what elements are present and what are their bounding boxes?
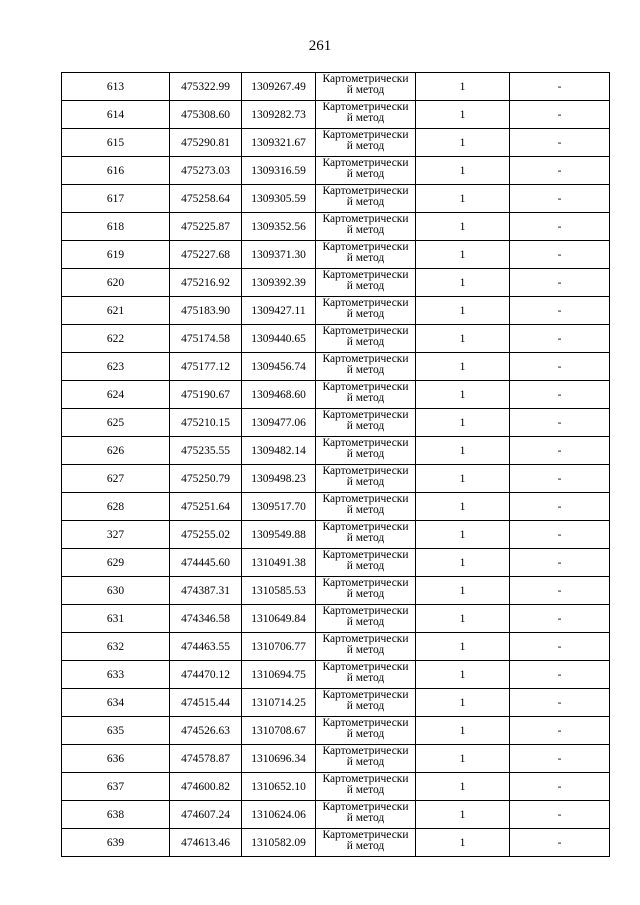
point-number-cell: 635 bbox=[62, 717, 170, 745]
method-text-line2: й метод bbox=[346, 840, 385, 852]
method-text-line1: Картометрически bbox=[322, 661, 409, 673]
accuracy-cell: 1 bbox=[416, 297, 510, 325]
point-number-cell: 622 bbox=[62, 325, 170, 353]
note-cell: - bbox=[510, 521, 610, 549]
method-text-line1: Картометрически bbox=[322, 437, 409, 449]
note-cell: - bbox=[510, 745, 610, 773]
y-coordinate-cell: 1309267.49 bbox=[242, 73, 316, 101]
accuracy-cell: 1 bbox=[416, 745, 510, 773]
table-row bbox=[62, 801, 610, 829]
x-coordinate-cell: 474387.31 bbox=[170, 577, 242, 605]
y-coordinate-cell: 1309440.65 bbox=[242, 325, 316, 353]
y-coordinate-cell: 1310649.84 bbox=[242, 605, 316, 633]
x-coordinate-cell: 474607.24 bbox=[170, 801, 242, 829]
note-cell: - bbox=[510, 801, 610, 829]
method-text-line2: й метод bbox=[346, 420, 385, 432]
note-cell: - bbox=[510, 605, 610, 633]
method-cell bbox=[316, 717, 416, 745]
table-body bbox=[62, 73, 610, 857]
x-coordinate-cell: 475177.12 bbox=[170, 353, 242, 381]
x-coordinate-cell: 475235.55 bbox=[170, 437, 242, 465]
method-cell bbox=[316, 801, 416, 829]
method-text-line2: й метод bbox=[346, 196, 385, 208]
note-cell: - bbox=[510, 241, 610, 269]
method-text-line2: й метод bbox=[346, 672, 385, 684]
y-coordinate-cell: 1309316.59 bbox=[242, 157, 316, 185]
point-number-cell: 613 bbox=[62, 73, 170, 101]
method-text-line1: Картометрически bbox=[322, 801, 409, 813]
y-coordinate-cell: 1310624.06 bbox=[242, 801, 316, 829]
x-coordinate-cell: 475322.99 bbox=[170, 73, 242, 101]
method-text-line1: Картометрически bbox=[322, 213, 409, 225]
accuracy-cell: 1 bbox=[416, 381, 510, 409]
method-text-line1: Картометрически bbox=[322, 745, 409, 757]
table-row bbox=[62, 437, 610, 465]
accuracy-cell: 1 bbox=[416, 101, 510, 129]
point-number-cell: 615 bbox=[62, 129, 170, 157]
method-text-line2: й метод bbox=[346, 224, 385, 236]
method-cell bbox=[316, 185, 416, 213]
note-cell: - bbox=[510, 297, 610, 325]
y-coordinate-cell: 1309456.74 bbox=[242, 353, 316, 381]
x-coordinate-cell: 474445.60 bbox=[170, 549, 242, 577]
point-number-cell: 629 bbox=[62, 549, 170, 577]
method-text-line2: й метод bbox=[346, 140, 385, 152]
method-text-line2: й метод bbox=[346, 504, 385, 516]
method-text-line1: Картометрически bbox=[322, 773, 409, 785]
coordinates-table bbox=[61, 72, 610, 857]
table-row bbox=[62, 549, 610, 577]
point-number-cell: 628 bbox=[62, 493, 170, 521]
method-text-line1: Картометрически bbox=[322, 129, 409, 141]
table-row bbox=[62, 773, 610, 801]
x-coordinate-cell: 475290.81 bbox=[170, 129, 242, 157]
method-cell bbox=[316, 101, 416, 129]
note-cell: - bbox=[510, 157, 610, 185]
note-cell: - bbox=[510, 717, 610, 745]
y-coordinate-cell: 1310582.09 bbox=[242, 829, 316, 857]
method-cell bbox=[316, 745, 416, 773]
note-cell: - bbox=[510, 549, 610, 577]
method-cell bbox=[316, 605, 416, 633]
table-row bbox=[62, 717, 610, 745]
method-text-line1: Картометрически bbox=[322, 73, 409, 85]
x-coordinate-cell: 475210.15 bbox=[170, 409, 242, 437]
point-number-cell: 627 bbox=[62, 465, 170, 493]
method-cell bbox=[316, 409, 416, 437]
accuracy-cell: 1 bbox=[416, 689, 510, 717]
point-number-cell: 636 bbox=[62, 745, 170, 773]
y-coordinate-cell: 1309321.67 bbox=[242, 129, 316, 157]
method-text-line1: Картометрически bbox=[322, 465, 409, 477]
method-text-line1: Картометрически bbox=[322, 577, 409, 589]
table-row bbox=[62, 521, 610, 549]
y-coordinate-cell: 1310696.34 bbox=[242, 745, 316, 773]
accuracy-cell: 1 bbox=[416, 409, 510, 437]
note-cell: - bbox=[510, 633, 610, 661]
accuracy-cell: 1 bbox=[416, 521, 510, 549]
note-cell: - bbox=[510, 73, 610, 101]
accuracy-cell: 1 bbox=[416, 829, 510, 857]
method-cell bbox=[316, 325, 416, 353]
x-coordinate-cell: 475250.79 bbox=[170, 465, 242, 493]
method-cell bbox=[316, 465, 416, 493]
method-cell bbox=[316, 549, 416, 577]
y-coordinate-cell: 1310652.10 bbox=[242, 773, 316, 801]
x-coordinate-cell: 474526.63 bbox=[170, 717, 242, 745]
accuracy-cell: 1 bbox=[416, 269, 510, 297]
x-coordinate-cell: 474600.82 bbox=[170, 773, 242, 801]
method-text-line1: Картометрически bbox=[322, 353, 409, 365]
point-number-cell: 638 bbox=[62, 801, 170, 829]
method-text-line2: й метод bbox=[346, 560, 385, 572]
method-cell bbox=[316, 73, 416, 101]
method-cell bbox=[316, 493, 416, 521]
method-text-line1: Картометрически bbox=[322, 101, 409, 113]
method-text-line2: й метод bbox=[346, 728, 385, 740]
method-text-line1: Картометрически bbox=[322, 157, 409, 169]
point-number-cell: 631 bbox=[62, 605, 170, 633]
point-number-cell: 616 bbox=[62, 157, 170, 185]
x-coordinate-cell: 475216.92 bbox=[170, 269, 242, 297]
x-coordinate-cell: 475183.90 bbox=[170, 297, 242, 325]
x-coordinate-cell: 475225.87 bbox=[170, 213, 242, 241]
x-coordinate-cell: 475227.68 bbox=[170, 241, 242, 269]
x-coordinate-cell: 474515.44 bbox=[170, 689, 242, 717]
method-text-line1: Картометрически bbox=[322, 521, 409, 533]
method-cell bbox=[316, 381, 416, 409]
note-cell: - bbox=[510, 493, 610, 521]
point-number-cell: 633 bbox=[62, 661, 170, 689]
table-row bbox=[62, 73, 610, 101]
table-row bbox=[62, 297, 610, 325]
note-cell: - bbox=[510, 689, 610, 717]
y-coordinate-cell: 1309477.06 bbox=[242, 409, 316, 437]
accuracy-cell: 1 bbox=[416, 185, 510, 213]
x-coordinate-cell: 474613.46 bbox=[170, 829, 242, 857]
table-row bbox=[62, 465, 610, 493]
method-cell bbox=[316, 129, 416, 157]
point-number-cell: 327 bbox=[62, 521, 170, 549]
point-number-cell: 625 bbox=[62, 409, 170, 437]
table-row bbox=[62, 157, 610, 185]
table-row bbox=[62, 269, 610, 297]
table-row bbox=[62, 633, 610, 661]
method-text-line2: й метод bbox=[346, 84, 385, 96]
point-number-cell: 632 bbox=[62, 633, 170, 661]
table-row bbox=[62, 101, 610, 129]
method-text-line1: Картометрически bbox=[322, 605, 409, 617]
method-cell bbox=[316, 577, 416, 605]
note-cell: - bbox=[510, 577, 610, 605]
table-row bbox=[62, 353, 610, 381]
table-row bbox=[62, 129, 610, 157]
method-text-line1: Картометрически bbox=[322, 829, 409, 841]
point-number-cell: 624 bbox=[62, 381, 170, 409]
point-number-cell: 630 bbox=[62, 577, 170, 605]
x-coordinate-cell: 474578.87 bbox=[170, 745, 242, 773]
accuracy-cell: 1 bbox=[416, 73, 510, 101]
method-cell bbox=[316, 633, 416, 661]
accuracy-cell: 1 bbox=[416, 549, 510, 577]
accuracy-cell: 1 bbox=[416, 465, 510, 493]
y-coordinate-cell: 1310708.67 bbox=[242, 717, 316, 745]
method-text-line1: Картометрически bbox=[322, 717, 409, 729]
x-coordinate-cell: 474470.12 bbox=[170, 661, 242, 689]
note-cell: - bbox=[510, 773, 610, 801]
point-number-cell: 617 bbox=[62, 185, 170, 213]
method-text-line2: й метод bbox=[346, 448, 385, 460]
accuracy-cell: 1 bbox=[416, 577, 510, 605]
method-cell bbox=[316, 437, 416, 465]
method-text-line2: й метод bbox=[346, 616, 385, 628]
note-cell: - bbox=[510, 269, 610, 297]
note-cell: - bbox=[510, 409, 610, 437]
accuracy-cell: 1 bbox=[416, 129, 510, 157]
method-text-line2: й метод bbox=[346, 280, 385, 292]
y-coordinate-cell: 1309352.56 bbox=[242, 213, 316, 241]
point-number-cell: 614 bbox=[62, 101, 170, 129]
method-text-line1: Картометрически bbox=[322, 409, 409, 421]
table-row bbox=[62, 185, 610, 213]
x-coordinate-cell: 475190.67 bbox=[170, 381, 242, 409]
y-coordinate-cell: 1309517.70 bbox=[242, 493, 316, 521]
point-number-cell: 623 bbox=[62, 353, 170, 381]
table-row bbox=[62, 409, 610, 437]
method-text-line1: Картометрически bbox=[322, 549, 409, 561]
method-text-line1: Картометрически bbox=[322, 241, 409, 253]
table-row bbox=[62, 745, 610, 773]
x-coordinate-cell: 475251.64 bbox=[170, 493, 242, 521]
method-text-line2: й метод bbox=[346, 812, 385, 824]
method-text-line2: й метод bbox=[346, 392, 385, 404]
method-cell bbox=[316, 689, 416, 717]
table-row bbox=[62, 325, 610, 353]
point-number-cell: 637 bbox=[62, 773, 170, 801]
point-number-cell: 634 bbox=[62, 689, 170, 717]
method-cell bbox=[316, 213, 416, 241]
method-cell bbox=[316, 157, 416, 185]
accuracy-cell: 1 bbox=[416, 213, 510, 241]
method-text-line1: Картометрически bbox=[322, 269, 409, 281]
note-cell: - bbox=[510, 101, 610, 129]
method-text-line2: й метод bbox=[346, 336, 385, 348]
method-text-line2: й метод bbox=[346, 784, 385, 796]
accuracy-cell: 1 bbox=[416, 633, 510, 661]
method-text-line2: й метод bbox=[346, 588, 385, 600]
method-text-line2: й метод bbox=[346, 112, 385, 124]
table-row bbox=[62, 689, 610, 717]
y-coordinate-cell: 1309392.39 bbox=[242, 269, 316, 297]
y-coordinate-cell: 1309498.23 bbox=[242, 465, 316, 493]
accuracy-cell: 1 bbox=[416, 241, 510, 269]
method-text-line1: Картометрически bbox=[322, 493, 409, 505]
accuracy-cell: 1 bbox=[416, 717, 510, 745]
method-text-line2: й метод bbox=[346, 756, 385, 768]
x-coordinate-cell: 475174.58 bbox=[170, 325, 242, 353]
method-text-line2: й метод bbox=[346, 700, 385, 712]
y-coordinate-cell: 1309427.11 bbox=[242, 297, 316, 325]
accuracy-cell: 1 bbox=[416, 661, 510, 689]
y-coordinate-cell: 1310585.53 bbox=[242, 577, 316, 605]
note-cell: - bbox=[510, 353, 610, 381]
method-text-line1: Картометрически bbox=[322, 325, 409, 337]
method-text-line2: й метод bbox=[346, 364, 385, 376]
accuracy-cell: 1 bbox=[416, 773, 510, 801]
table-row bbox=[62, 829, 610, 857]
accuracy-cell: 1 bbox=[416, 157, 510, 185]
method-cell bbox=[316, 297, 416, 325]
accuracy-cell: 1 bbox=[416, 801, 510, 829]
method-text-line2: й метод bbox=[346, 252, 385, 264]
note-cell: - bbox=[510, 213, 610, 241]
x-coordinate-cell: 475258.64 bbox=[170, 185, 242, 213]
note-cell: - bbox=[510, 129, 610, 157]
x-coordinate-cell: 474346.58 bbox=[170, 605, 242, 633]
method-cell bbox=[316, 269, 416, 297]
note-cell: - bbox=[510, 661, 610, 689]
note-cell: - bbox=[510, 465, 610, 493]
method-text-line2: й метод bbox=[346, 168, 385, 180]
accuracy-cell: 1 bbox=[416, 605, 510, 633]
x-coordinate-cell: 475273.03 bbox=[170, 157, 242, 185]
note-cell: - bbox=[510, 381, 610, 409]
method-cell bbox=[316, 773, 416, 801]
point-number-cell: 619 bbox=[62, 241, 170, 269]
table-row bbox=[62, 493, 610, 521]
table-row bbox=[62, 577, 610, 605]
method-text-line2: й метод bbox=[346, 308, 385, 320]
method-text-line2: й метод bbox=[346, 644, 385, 656]
method-text-line1: Картометрически bbox=[322, 633, 409, 645]
method-text-line1: Картометрически bbox=[322, 185, 409, 197]
x-coordinate-cell: 475255.02 bbox=[170, 521, 242, 549]
table-row bbox=[62, 661, 610, 689]
x-coordinate-cell: 474463.55 bbox=[170, 633, 242, 661]
note-cell: - bbox=[510, 437, 610, 465]
method-text-line1: Картометрически bbox=[322, 381, 409, 393]
point-number-cell: 618 bbox=[62, 213, 170, 241]
table-row bbox=[62, 605, 610, 633]
point-number-cell: 639 bbox=[62, 829, 170, 857]
y-coordinate-cell: 1310706.77 bbox=[242, 633, 316, 661]
method-text-line1: Картометрически bbox=[322, 689, 409, 701]
y-coordinate-cell: 1310694.75 bbox=[242, 661, 316, 689]
method-cell bbox=[316, 661, 416, 689]
note-cell: - bbox=[510, 185, 610, 213]
point-number-cell: 621 bbox=[62, 297, 170, 325]
note-cell: - bbox=[510, 829, 610, 857]
y-coordinate-cell: 1309468.60 bbox=[242, 381, 316, 409]
y-coordinate-cell: 1309282.73 bbox=[242, 101, 316, 129]
y-coordinate-cell: 1309305.59 bbox=[242, 185, 316, 213]
method-cell bbox=[316, 521, 416, 549]
accuracy-cell: 1 bbox=[416, 437, 510, 465]
y-coordinate-cell: 1310714.25 bbox=[242, 689, 316, 717]
accuracy-cell: 1 bbox=[416, 493, 510, 521]
accuracy-cell: 1 bbox=[416, 353, 510, 381]
y-coordinate-cell: 1309482.14 bbox=[242, 437, 316, 465]
table-row bbox=[62, 241, 610, 269]
method-text-line2: й метод bbox=[346, 532, 385, 544]
y-coordinate-cell: 1309371.30 bbox=[242, 241, 316, 269]
page-number: 261 bbox=[308, 38, 332, 54]
table-row bbox=[62, 381, 610, 409]
point-number-cell: 620 bbox=[62, 269, 170, 297]
method-cell bbox=[316, 829, 416, 857]
method-text-line2: й метод bbox=[346, 476, 385, 488]
method-cell bbox=[316, 353, 416, 381]
y-coordinate-cell: 1310491.38 bbox=[242, 549, 316, 577]
y-coordinate-cell: 1309549.88 bbox=[242, 521, 316, 549]
note-cell: - bbox=[510, 325, 610, 353]
point-number-cell: 626 bbox=[62, 437, 170, 465]
method-cell bbox=[316, 241, 416, 269]
x-coordinate-cell: 475308.60 bbox=[170, 101, 242, 129]
accuracy-cell: 1 bbox=[416, 325, 510, 353]
method-text-line1: Картометрически bbox=[322, 297, 409, 309]
table-row bbox=[62, 213, 610, 241]
